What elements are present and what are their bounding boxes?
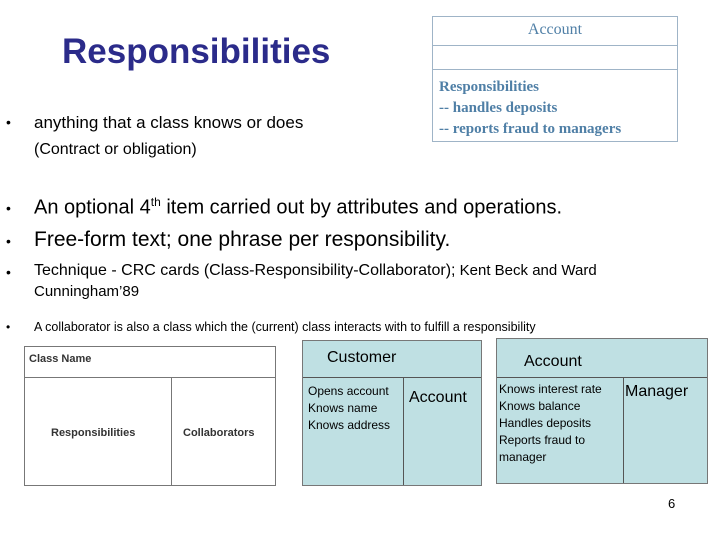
crc-responsibilities-list [308,383,390,434]
crc-divider [25,377,275,378]
crc-divider [623,377,624,483]
crc-collaborator: Manager [625,383,689,400]
crc-collaborators-label: Collaborators [183,427,255,439]
crc-responsibilities-label: Responsibilities [51,427,136,439]
bullet-text-line2: Cunningham’89 [34,283,140,300]
bullet-text: A collaborator is also a class which the (current) class interacts with to fulfill a responsibility [34,320,536,334]
bullet-subtext: (Contract or obligation) [34,141,197,158]
bullet-glyph: • [6,233,11,249]
crc-divider [171,377,172,485]
page-number: 6 [668,496,676,511]
superscript: th [150,195,161,209]
crc-card-customer [302,340,482,486]
crc-responsibility: Reports fraud to [499,433,586,447]
bullet-text-part: Kent Beck and Ward [455,262,597,279]
crc-card-title: Account [524,353,582,370]
crc-class-name-label: Class Name [29,353,92,365]
bullet-glyph: • [6,264,11,280]
crc-divider [497,377,707,378]
crc-card-account [496,338,708,484]
bullet-text-part: item carried out by attributes and operations. [160,196,563,219]
crc-responsibility: Knows address [308,418,391,432]
bullet-text [34,195,562,220]
crc-divider [403,377,404,485]
crc-responsibility: Knows name [308,401,378,415]
bullet-text: anything that a class knows or does [34,113,304,132]
crc-responsibility: Knows interest rate [499,382,602,396]
uml-responsibility-item: -- handles deposits [439,100,558,116]
bullet-glyph: • [6,114,11,130]
crc-card-template [24,346,276,486]
uml-divider [433,45,677,46]
uml-class-name: Account [527,21,583,38]
crc-collaborator: Account [409,389,467,406]
uml-responsibility-item: -- reports fraud to managers [439,121,622,137]
bullet-text [34,262,597,280]
bullet-glyph: • [6,320,11,334]
crc-responsibilities-list [499,381,602,466]
bullet-text-part: An optional 4 [34,196,151,219]
bullet-text: Free-form text; one phrase per responsibility. [34,228,451,251]
crc-responsibility: manager [499,450,547,464]
page-title: Responsibilities [62,32,331,71]
crc-responsibility: Knows balance [499,399,581,413]
crc-card-title: Customer [327,349,397,366]
bullet-glyph: • [6,200,11,216]
bullet-text-part: Technique - CRC cards (Class-Responsibility-Collaborator); [34,262,456,279]
uml-responsibilities [439,77,621,140]
uml-class-box [432,16,678,142]
uml-divider [433,69,677,70]
crc-divider [303,377,481,378]
uml-responsibilities-heading: Responsibilities [439,79,540,95]
crc-responsibility: Opens account [308,384,389,398]
crc-responsibility: Handles deposits [499,416,592,430]
